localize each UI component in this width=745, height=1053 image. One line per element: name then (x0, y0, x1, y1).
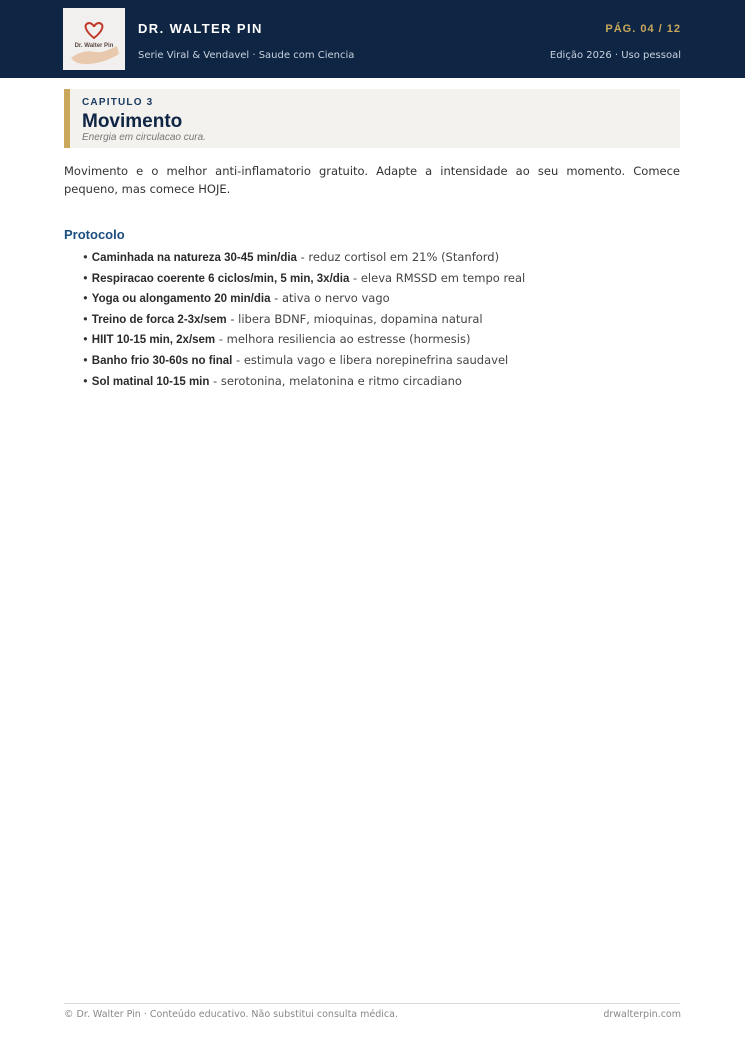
item-term: Sol matinal 10-15 min (91, 375, 210, 388)
bullet-icon: • (82, 270, 89, 285)
item-desc: - serotonina, melatonina e ritmo circadiano (209, 373, 462, 388)
chapter-label: CAPITULO 3 (82, 97, 154, 108)
bullet-icon: • (82, 352, 89, 367)
list-item (82, 247, 682, 268)
list-item (82, 288, 682, 309)
chapter-title: Movimento (82, 111, 183, 132)
list-item (82, 350, 682, 371)
list-item (82, 268, 682, 289)
footer-website: drwalterpin.com (603, 1009, 681, 1020)
list-item (82, 329, 682, 350)
item-term: Banho frio 30-60s no final (91, 354, 233, 367)
edition-info: Edição 2026 · Uso pessoal (549, 50, 681, 61)
page-number: PÁG. 04 / 12 (605, 23, 681, 35)
bullet-icon: • (82, 332, 89, 347)
page-header (0, 0, 745, 78)
footer-divider (64, 1003, 680, 1004)
intro-paragraph: Movimento e o melhor anti-inflamatorio gratuito. Adapte a intensidade ao seu momento. Comece pequeno, mas comece HOJE. (64, 164, 680, 196)
item-term: HIIT 10-15 min, 2x/sem (91, 334, 216, 347)
bullet-icon: • (82, 291, 89, 306)
chapter-banner (64, 89, 680, 148)
item-term: Caminhada na natureza 30-45 min/dia (91, 252, 297, 264)
protocol-list (82, 247, 682, 391)
item-term: Yoga ou alongamento 20 min/dia (91, 293, 271, 306)
item-desc: - reduz cortisol em 21% (Stanford) (296, 250, 500, 264)
footer-disclaimer: © Dr. Walter Pin · Conteúdo educativo. Não substitui consulta médica. (64, 1009, 398, 1020)
list-item (82, 371, 682, 392)
item-desc: - libera BDNF, mioquinas, dopamina natural (226, 311, 483, 326)
item-desc: - eleva RMSSD em tempo real (349, 270, 526, 285)
list-item (82, 309, 682, 330)
bullet-icon: • (82, 250, 89, 264)
item-desc: - estimula vago e libera norepinefrina saudavel (232, 352, 509, 367)
heart-hand-icon (63, 8, 125, 70)
item-term: Respiracao coerente 6 ciclos/min, 5 min, 3x/dia (91, 272, 350, 285)
chapter-tagline: Energia em circulacao cura. (82, 132, 206, 143)
logo-text: Dr. Walter Pin (74, 43, 114, 49)
brand-logo (63, 8, 125, 70)
item-desc: - ativa o nervo vago (270, 291, 390, 306)
bullet-icon: • (82, 311, 89, 326)
series-subtitle: Serie Viral & Vendavel · Saude com Ciencia (138, 50, 355, 61)
section-heading-protocol: Protocolo (64, 227, 125, 242)
brand-name: DR. WALTER PIN (138, 21, 263, 36)
item-desc: - melhora resiliencia ao estresse (hormesis) (215, 332, 471, 347)
bullet-icon: • (82, 373, 89, 388)
item-term: Treino de forca 2-3x/sem (91, 313, 227, 326)
